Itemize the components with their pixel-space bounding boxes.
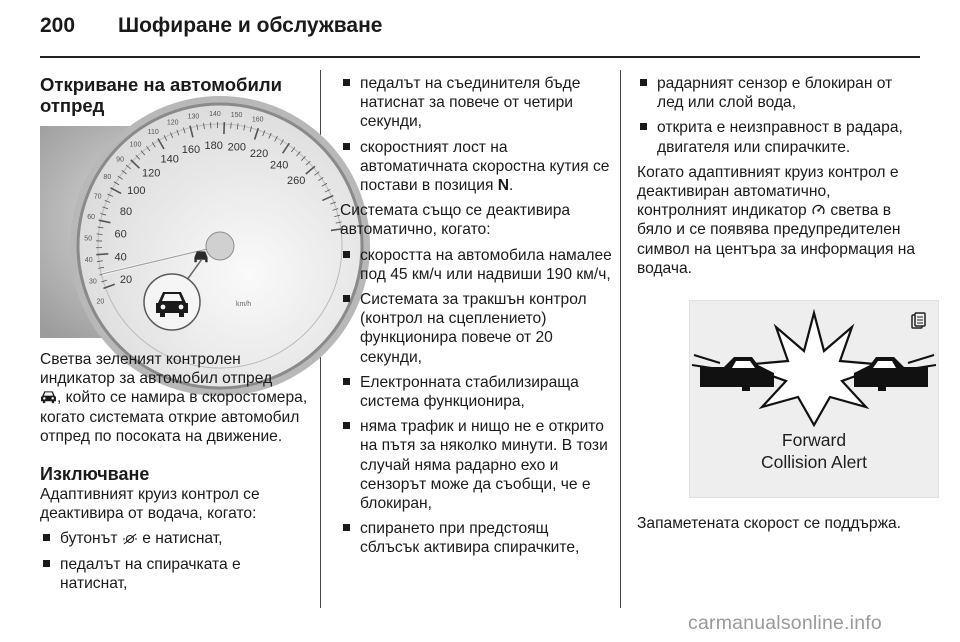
speedometer-label: 120 (166, 119, 179, 127)
list-item: скоростта на автомобила намалее под 45 км/ч или надвиши 190 км/ч, (340, 246, 612, 284)
speedometer-tick (96, 254, 108, 255)
speedometer-label: 160 (251, 116, 264, 124)
speedometer-label: 140 (160, 153, 179, 166)
column-divider-2 (620, 70, 621, 608)
speedometer-label: 130 (187, 113, 200, 121)
speedometer-illustration (40, 110, 306, 338)
paragraph-text: , който се намира в скоростомера, когато системата открие автомобил отпред по посоката на движение. (40, 389, 308, 445)
forward-collision-alert-display (689, 300, 939, 498)
list-item (340, 138, 612, 196)
speedometer-label: 70 (93, 193, 102, 201)
paragraph-stored-speed: Запаметената скорост се поддържа. (637, 515, 902, 533)
header-divider (40, 56, 920, 58)
speedometer-label: 240 (270, 159, 289, 172)
list-item: педалът на спирачката е натиснат, (40, 555, 308, 593)
section-heading: Откриване на автомобили отпред (40, 74, 282, 116)
cruise-control-indicator-icon (811, 203, 826, 217)
page-header (40, 14, 920, 60)
list-item: радарният сензор е блокиран от лед или слой вода, (637, 74, 920, 112)
column-1 (40, 74, 308, 593)
list-item: Електронната стабилизираща система функционира, (340, 373, 612, 411)
gear-position-n: N (497, 177, 509, 195)
document-icon (912, 313, 925, 328)
paragraph-text: Светва зеленият контролен индикатор за автомобил отпред (40, 351, 273, 388)
speedometer-label: 40 (84, 257, 93, 265)
speed-unit-label: km/h (236, 301, 252, 308)
speedometer-label: 100 (127, 185, 146, 198)
paragraph-text: светва в бяло и се появява предупредителен символ на центъра за информация на водача. (637, 202, 916, 277)
paragraph-deactivation: Адаптивният круиз контрол се деактивира от водача, когато: (40, 486, 260, 523)
list-item-text: е натиснат, (142, 530, 223, 548)
list-item: открита е неизправност в радара, двигателя или спирачките. (637, 118, 920, 156)
alert-title-line2: Collision Alert (760, 452, 868, 473)
speedometer-label: 140 (209, 110, 221, 118)
vehicle-ahead-icon (40, 390, 57, 404)
speedometer-label: 50 (84, 235, 93, 243)
speedometer-label: 160 (181, 144, 201, 157)
right-car-icon (854, 355, 936, 391)
list-item (40, 529, 308, 548)
speedometer-label: 200 (227, 141, 247, 154)
list-item: спирането при предстоящ сблъсък активира спирачките, (340, 519, 612, 557)
speedometer-label: 180 (204, 140, 223, 153)
alert-title-line1: Forward (781, 430, 847, 451)
list-item-text: бутонът (60, 530, 118, 548)
speedometer-label: 150 (230, 111, 243, 119)
speedometer-image (40, 110, 306, 338)
paragraph-indicator (637, 163, 920, 278)
speedometer-label: 60 (114, 228, 127, 241)
speedometer-label: 100 (129, 141, 142, 149)
speedometer-label: 220 (249, 147, 269, 160)
page-title: Шофиране и обслужване (118, 14, 383, 37)
speedometer-label: 30 (88, 278, 97, 286)
speedometer-label: 260 (286, 175, 306, 188)
subheading-deactivation: Изключване (40, 464, 150, 485)
speedometer-label: 80 (119, 205, 133, 218)
speedometer-label: 120 (141, 167, 161, 180)
paragraph-auto-deactivation: Системата също се деактивира автоматично, когато: (340, 202, 571, 239)
speedometer-tick (231, 123, 232, 129)
list-item: педалът на съединителя бъде натиснат за повече от четири секунди, (340, 74, 612, 132)
left-car-icon (692, 355, 774, 391)
speedometer-label: 80 (103, 174, 112, 182)
column-2 (340, 74, 612, 558)
cruise-cancel-icon (122, 533, 138, 545)
list-item-text: скоростният лост на автоматичната скоростна кутия се постави в позиция (360, 138, 610, 195)
speedometer-label: 110 (147, 128, 159, 136)
watermark: carmanualsonline.info (688, 612, 882, 634)
list-item: Системата за тракшън контрол (контрол на сцеплението) функционира повече от 20 секунди, (340, 290, 612, 367)
paragraph-text: Когато адаптивният круиз контрол е деактивиран автоматично, контролният индикатор (637, 163, 899, 220)
page-number: 200 (40, 14, 76, 37)
list-item-text: . (509, 177, 514, 195)
column-3 (637, 74, 920, 533)
list-item: няма трафик и нищо не е открито на пътя за няколко минути. В този случай няма радарно ехо и сензорът може да съобщи, че е блокиран, (340, 417, 612, 513)
speedometer-label: 20 (96, 298, 105, 306)
speedometer-label: 90 (116, 156, 124, 164)
speedometer-label: 20 (119, 274, 133, 287)
speedometer-label: 60 (87, 214, 96, 222)
speedometer-label: 40 (114, 251, 127, 264)
